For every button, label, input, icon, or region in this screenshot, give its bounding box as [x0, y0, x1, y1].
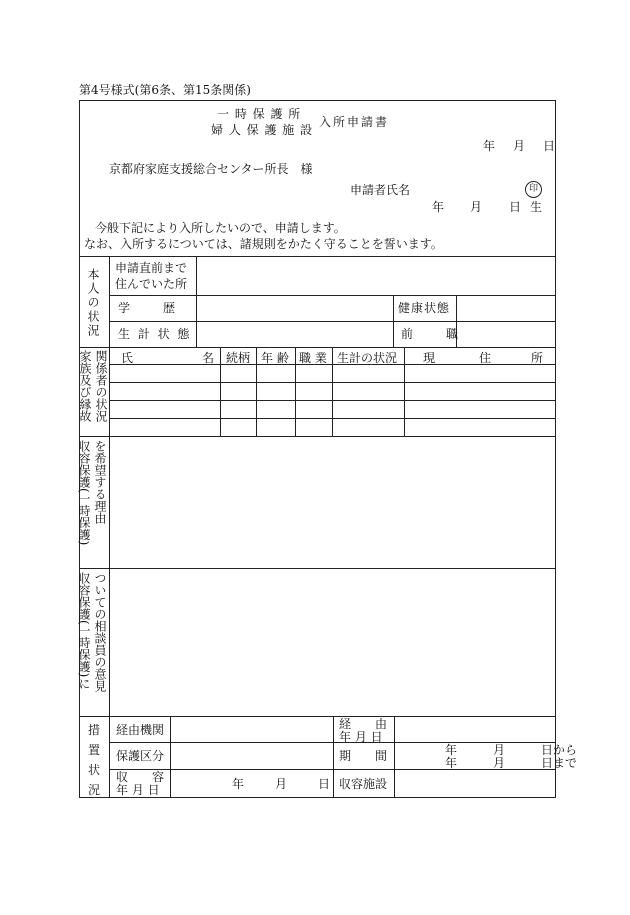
- measures-label-3: 状: [88, 763, 101, 777]
- col-address-a: 現: [423, 351, 436, 365]
- col-address-b: 住: [479, 351, 492, 365]
- family-row[interactable]: [110, 419, 556, 436]
- prev-address-field[interactable]: [197, 257, 555, 294]
- col-age: 年 齢: [261, 351, 289, 365]
- family-section-label-b: 関係者の状況: [94, 350, 108, 422]
- admit-year: 年: [232, 777, 245, 791]
- col-job: 職 業: [299, 351, 327, 365]
- livelihood-label: 生 計 状 態: [118, 327, 192, 341]
- livelihood-field[interactable]: [197, 322, 392, 346]
- birth-year: 年: [432, 200, 445, 214]
- reason-label-b: を希望する理由: [93, 440, 107, 524]
- family-row[interactable]: [110, 365, 556, 382]
- col-name-b: 名: [202, 351, 215, 365]
- prev-address-label-1: 申請直前まで: [115, 261, 188, 275]
- prev-address-label-2: 住んでいた所: [115, 277, 188, 291]
- col-address-c: 所: [531, 351, 544, 365]
- protection-class-label: 保護区分: [116, 749, 165, 763]
- opinion-field[interactable]: [110, 569, 556, 716]
- admit-date-label-b: 年 月 日: [116, 783, 160, 797]
- seal-mark: 印: [525, 181, 542, 198]
- period-label: 期 間: [339, 749, 388, 763]
- col-livelihood: 生計の状況: [337, 351, 398, 365]
- reason-label-a: 収容保護(一時保護): [77, 440, 91, 546]
- family-section-label-a: 家族及び縁故: [78, 350, 92, 422]
- health-field[interactable]: [457, 296, 555, 320]
- title-suffix: 入所申請書: [319, 115, 390, 129]
- via-date-field[interactable]: [395, 717, 555, 741]
- via-date-label-b: 年 月 日: [339, 730, 383, 744]
- opinion-label-a: 収容保護(一時保護)に: [77, 572, 91, 690]
- prev-job-field[interactable]: [457, 322, 555, 346]
- route-agency-field[interactable]: [171, 717, 332, 741]
- family-row[interactable]: [110, 401, 556, 418]
- col-relation: 続柄: [226, 351, 251, 365]
- admit-date-label-a: 収 容: [116, 770, 165, 784]
- personal-section-label: 本人の状況: [86, 268, 100, 338]
- date-line: 年 月 日: [483, 139, 559, 153]
- measures-label-1: 措: [88, 723, 101, 737]
- period-to: 年 月 日まで: [445, 756, 578, 770]
- education-field[interactable]: [197, 296, 392, 320]
- birth-day: 日: [509, 200, 522, 214]
- measures-label-4: 況: [88, 783, 101, 797]
- education-label: 学 歴: [118, 301, 179, 315]
- statement-line-2: なお、入所するについては、諸規則をかたく守ることを誓います。: [84, 237, 443, 251]
- addressee: 京都府家庭支援総合センター所長 様: [109, 162, 313, 176]
- measures-label-2: 置: [88, 743, 101, 757]
- applicant-name-label: 申請者氏名: [350, 183, 411, 197]
- facility-field[interactable]: [395, 770, 555, 797]
- prev-job-label: 前 職: [401, 327, 462, 341]
- birth-month: 月: [470, 200, 483, 214]
- birth-suffix: 生: [530, 200, 543, 214]
- facility-label: 収容施設: [339, 777, 388, 791]
- col-name-a: 氏: [121, 351, 134, 365]
- statement-line-1: 今般下記により入所したいので、申請します。: [95, 221, 346, 235]
- via-date-label-a: 経 由: [339, 717, 388, 731]
- title-line-2: 婦 人 保 護 施 設: [211, 123, 314, 137]
- protection-class-field[interactable]: [171, 743, 332, 768]
- period-from: 年 月 日から: [445, 743, 578, 757]
- admit-month: 月: [275, 777, 288, 791]
- route-agency-label: 経由機関: [116, 723, 165, 737]
- family-row[interactable]: [110, 383, 556, 400]
- opinion-label-b: ついての相談員の意見: [93, 572, 107, 692]
- title-line-1: 一 時 保 護 所: [217, 107, 302, 121]
- admit-day: 日: [318, 777, 331, 791]
- health-label: 健康状態: [398, 301, 451, 315]
- form-number: 第4号様式(第6条、第15条関係): [79, 83, 251, 97]
- reason-field[interactable]: [110, 437, 556, 568]
